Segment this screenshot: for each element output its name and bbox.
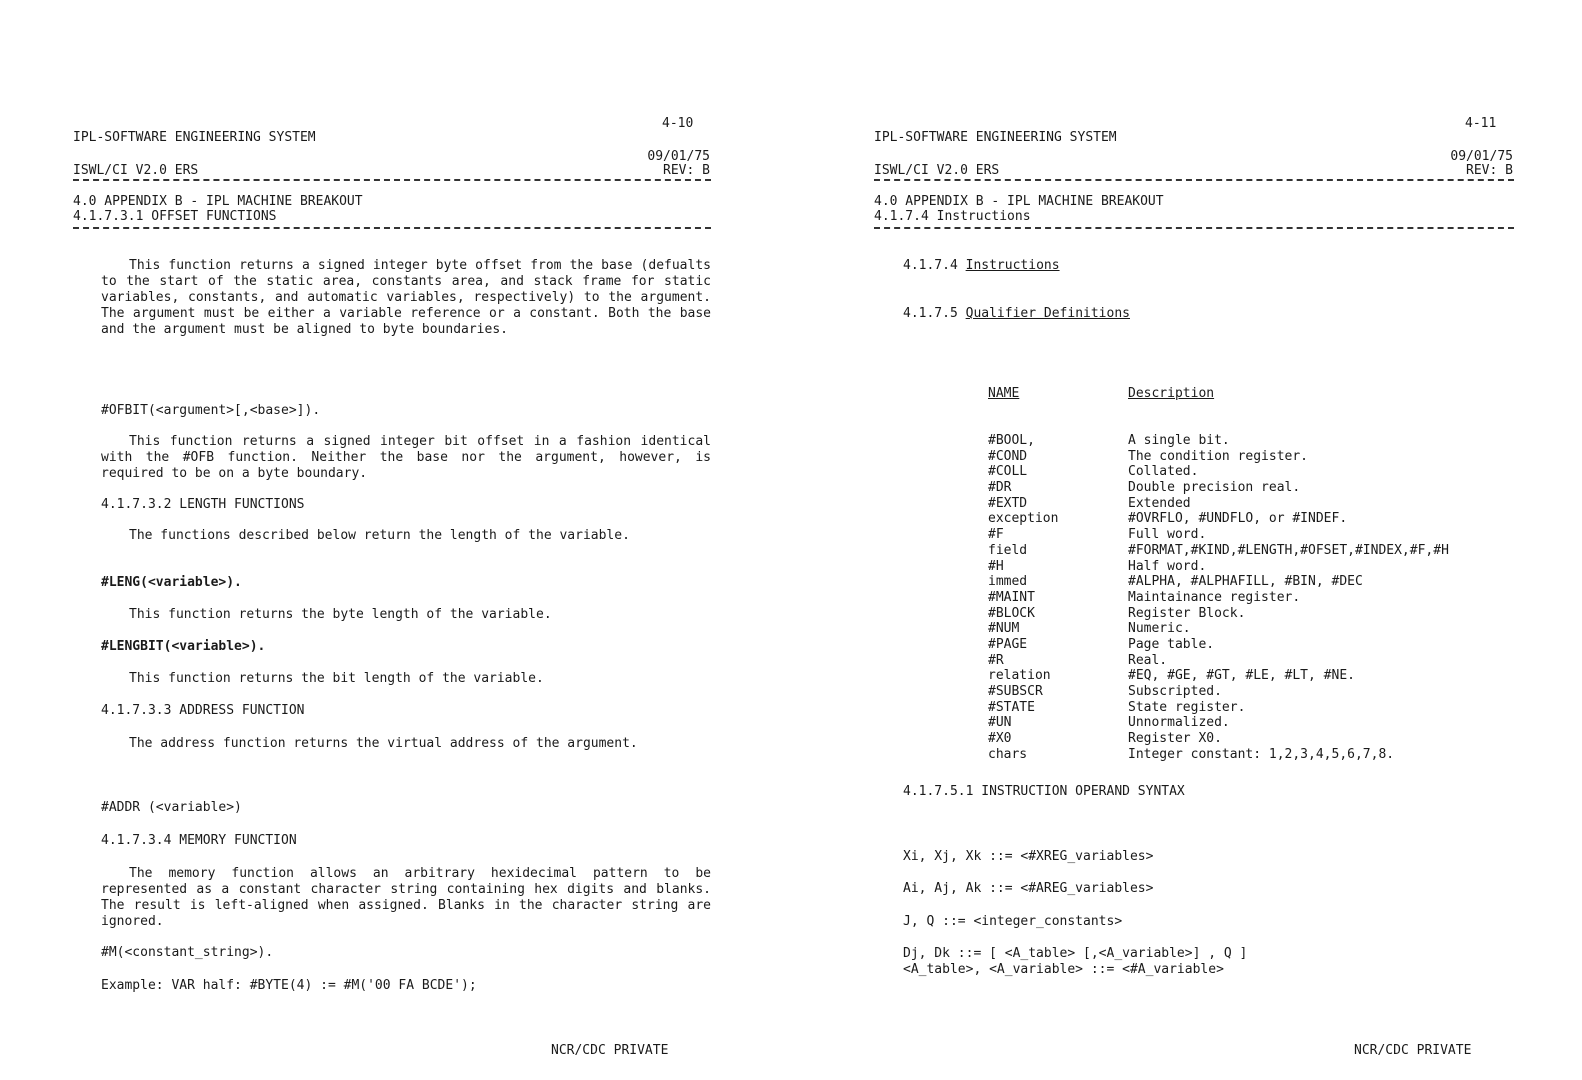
address-paragraph: The address function returns the virtual address of the argument.: [129, 736, 638, 751]
qualifier-description: Collated.: [1128, 464, 1199, 480]
header-rule: [874, 179, 1514, 181]
heading-title: Instructions: [965, 258, 1060, 273]
doc-id: ISWL/CI V2.0 ERS: [73, 163, 199, 178]
qualifier-description: A single bit.: [1128, 433, 1230, 448]
page-4-11: [791, 0, 1582, 1080]
table-row: [988, 700, 1488, 716]
table-row: [988, 637, 1488, 653]
qualifier-heading: [903, 306, 1130, 322]
table-row: [988, 606, 1488, 622]
system-title: IPL-SOFTWARE ENGINEERING SYSTEM: [874, 130, 1117, 145]
qualifier-description: Real.: [1128, 652, 1168, 668]
example: Example: VAR half: #BYTE(4) := #M('00 FA BCDE');: [101, 978, 477, 993]
qualifier-description: State register.: [1128, 699, 1246, 715]
qualifier-description: Numeric.: [1128, 621, 1191, 637]
table-row: [988, 464, 1488, 480]
date: 09/01/75: [647, 149, 710, 164]
instructions-heading: [903, 258, 1060, 274]
qualifier-description: Integer constant: 1,2,3,4,5,6,7,8.: [1128, 746, 1395, 762]
header-rule: [73, 179, 711, 181]
qualifier-name: #BLOCK: [988, 605, 1035, 621]
revision: REV: B: [1466, 163, 1513, 178]
qualifier-name: #X0: [988, 731, 1012, 747]
qualifier-name: #BOOL,: [988, 433, 1035, 448]
qualifier-name: #NUM: [988, 621, 1020, 637]
table-row: [988, 715, 1488, 731]
qualifier-description: The condition register.: [1128, 448, 1309, 464]
ofbit-syntax: #OFBIT(<argument>[,<base>]).: [101, 403, 321, 418]
qualifier-description: #OVRFLO, #UNDFLO, or #INDEF.: [1128, 511, 1348, 527]
qualifier-name: #R: [988, 652, 1004, 668]
lengbit-paragraph: This function returns the bit length of the variable.: [129, 671, 544, 686]
qualifier-name: #MAINT: [988, 589, 1035, 605]
qualifier-description: Full word.: [1128, 527, 1207, 543]
table-row: [988, 590, 1488, 606]
table-row: [988, 449, 1488, 465]
length-heading: 4.1.7.3.2 LENGTH FUNCTIONS: [101, 497, 305, 512]
syntax-line: Xi, Xj, Xk ::= <#XREG_variables>: [903, 849, 1154, 864]
subsection-title: 4.1.7.4 Instructions: [874, 209, 1031, 224]
table-row: [988, 480, 1488, 496]
header-rule-2: [874, 227, 1514, 229]
qualifier-description: Extended: [1128, 495, 1191, 511]
section-title: 4.0 APPENDIX B - IPL MACHINE BREAKOUT: [73, 194, 363, 209]
footer: NCR/CDC PRIVATE: [551, 1043, 669, 1058]
system-title: IPL-SOFTWARE ENGINEERING SYSTEM: [73, 130, 316, 145]
table-row: [988, 747, 1488, 763]
qualifier-name: #F: [988, 527, 1004, 543]
qualifier-description: Register X0.: [1128, 731, 1222, 747]
footer: NCR/CDC PRIVATE: [1354, 1043, 1472, 1058]
syntax-line: Ai, Aj, Ak ::= <#AREG_variables>: [903, 881, 1154, 896]
qualifier-description: Half word.: [1128, 558, 1207, 574]
offset-paragraph: This function returns a signed integer byte offset from the base (defualts to the start of the static area, constants area, and stack frame for static variables, constants, and automatic variables, respectively) to the argument. The argument must be either a variable reference or a constant. Both the base and the argument must be aligned to byte boundaries.: [101, 258, 711, 337]
syntax-line: J, Q ::= <integer_constants>: [903, 914, 1123, 929]
leng-syntax: #LENG(<variable>).: [101, 575, 242, 590]
qualifier-description: Double precision real.: [1128, 480, 1301, 496]
qualifier-description: Subscripted.: [1128, 684, 1222, 699]
header-rule-2: [73, 227, 711, 229]
table-row: [988, 668, 1488, 684]
qualifier-name: #PAGE: [988, 636, 1028, 652]
table-row: [988, 621, 1488, 637]
qualifier-name: #COND: [988, 448, 1028, 464]
memory-heading: 4.1.7.3.4 MEMORY FUNCTION: [101, 833, 297, 848]
qualifier-table: [988, 433, 1488, 762]
table-row: [988, 574, 1488, 590]
table-row: [988, 496, 1488, 512]
date: 09/01/75: [1450, 149, 1513, 164]
doc-id: ISWL/CI V2.0 ERS: [874, 163, 1000, 178]
qualifier-name: field: [988, 542, 1028, 558]
syntax-line: <A_table>, <A_variable> ::= <#A_variable>: [903, 962, 1224, 977]
qualifier-description: Page table.: [1128, 636, 1215, 652]
qualifier-name: #DR: [988, 480, 1012, 496]
page-number: 4-11: [1465, 116, 1497, 131]
qualifier-name: #H: [988, 558, 1004, 574]
table-row: [988, 543, 1488, 559]
length-paragraph: The functions described below return the length of the variable.: [129, 528, 630, 543]
qualifier-description: Register Block.: [1128, 605, 1246, 621]
qualifier-description: #ALPHA, #ALPHAFILL, #BIN, #DEC: [1128, 574, 1363, 590]
qualifier-name: #STATE: [988, 699, 1035, 715]
subsection-title: 4.1.7.3.1 OFFSET FUNCTIONS: [73, 209, 277, 224]
table-header-description: Description: [1128, 386, 1215, 401]
qualifier-name: relation: [988, 668, 1051, 684]
qualifier-name: chars: [988, 746, 1028, 762]
table-row: [988, 559, 1488, 575]
table-row: [988, 731, 1488, 747]
memory-paragraph: The memory function allows an arbitrary hexidecimal pattern to be represented as a constant character string containing hex digits and blanks. The result is left-aligned when assigned. Blanks in the character string are ignored.: [101, 866, 711, 929]
heading-number: 4.1.7.4: [903, 258, 958, 273]
lengbit-syntax: #LENGBIT(<variable>).: [101, 639, 266, 654]
operand-syntax-heading: 4.1.7.5.1 INSTRUCTION OPERAND SYNTAX: [903, 784, 1185, 799]
table-row: [988, 653, 1488, 669]
qualifier-description: #FORMAT,#KIND,#LENGTH,#OFSET,#INDEX,#F,#H: [1128, 542, 1449, 558]
page-number: 4-10: [662, 116, 694, 131]
qualifier-name: exception: [988, 511, 1059, 527]
table-row: [988, 433, 1488, 449]
address-heading: 4.1.7.3.3 ADDRESS FUNCTION: [101, 703, 305, 718]
table-row: [988, 527, 1488, 543]
qualifier-description: Maintainance register.: [1128, 589, 1301, 605]
table-row: [988, 511, 1488, 527]
qualifier-name: immed: [988, 574, 1028, 590]
revision: REV: B: [663, 163, 710, 178]
qualifier-name: #SUBSCR: [988, 684, 1043, 699]
heading-number: 4.1.7.5: [903, 306, 958, 321]
syntax-line: Dj, Dk ::= [ <A_table> [,<A_variable>] , Q ]: [903, 946, 1248, 961]
leng-paragraph: This function returns the byte length of the variable.: [129, 607, 552, 622]
qualifier-description: #EQ, #GE, #GT, #LE, #LT, #NE.: [1128, 668, 1355, 684]
m-syntax: #M(<constant_string>).: [101, 945, 274, 960]
section-title: 4.0 APPENDIX B - IPL MACHINE BREAKOUT: [874, 194, 1164, 209]
ofbit-paragraph: This function returns a signed integer bit offset in a fashion identical with the #OFB function. Neither the base nor the argument, however, is required to be on a byte boundary.: [101, 434, 711, 481]
table-row: [988, 684, 1488, 700]
qualifier-name: #UN: [988, 715, 1012, 731]
qualifier-name: #COLL: [988, 464, 1028, 480]
addr-syntax: #ADDR (<variable>): [101, 800, 242, 815]
heading-title: Qualifier Definitions: [965, 306, 1130, 321]
qualifier-description: Unnormalized.: [1128, 715, 1230, 731]
table-header-name: NAME: [988, 386, 1020, 401]
qualifier-name: #EXTD: [988, 495, 1028, 511]
